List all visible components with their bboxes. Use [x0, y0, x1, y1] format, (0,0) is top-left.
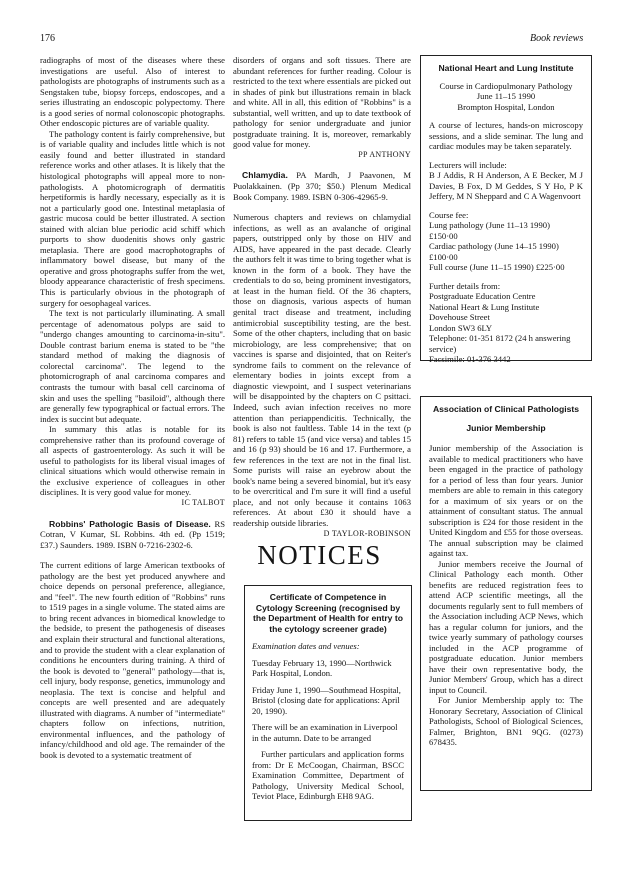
review-heading: [40, 519, 225, 551]
membership-subtitle: Junior Membership: [466, 422, 546, 433]
course-fee-label: Course fee:: [429, 209, 469, 220]
review2-paragraph: The current editions of large American textbooks of pathology are the best yet produced anywhere and choice depends on personal preference, allegiance, and "feel". The new fourth edition of "Robbins" runs to 1519 pages in a single volume. The stated aims are to bring recent advances in biomedical knowledge to the bedside, to present the pathogenesis of diseases and explain their structural and functional alterations, and to provide the student with a clear explanation of conditions he encounters during training. A third of the book is devoted to "general" pathology—that is, cell injury, body response, genetics, immunology and neoplasia. The text is concise and helpful and concepts are well presented and are adequately illustrated with diagrams. A number of "intermediate" chapters follow on infections, nutrition, environmental influences, and the pathology of infancy/childhood and old age. The remainder of the book is devoted to a systematic treatment of: [40, 560, 225, 760]
page-number: 176: [40, 33, 55, 44]
lecturers-list: B J Addis, R H Anderson, A E Becker, M J Davies, B Fox, D M Geddes, S Y Ho, P K Jeffery, M N Sheppard and C A Wagenvoort: [429, 170, 583, 201]
review1-paragraph: radiographs of most of the diseases where these investigations are useful. Also of interest to pathologists are photographs of instruments such as a Sengstaken tube, biopsy forceps, endoscopes, and a series illustrating an endoscopic polypectomy. There is a good series of normal colonoscopic photographs. Other endoscopic pictures are of variable quality.: [40, 55, 225, 129]
review3-paragraph: Numerous chapters and reviews on chlamydial infections, as well as an avalanche of original papers, outstripped only by those on HIV and AIDS, have appeared in the past decade. Clearly the authors felt it was time to bring together what is known in the form of a book. They have the credentials to do so, being prominent investigators, at least in the human field. Of the 36 chapters, those on diagnosis, various aspects of human genital tract disease and treatment, including antimicrobial susceptibility testing, are the best. Some of the other chapters, including that on basic microbiology, are less comprehensive; that on vaccines is sparse and disjointed, that on Reiter's syndrome fails to comment on the relevance of elementary bodies in joints except from a diagnostic viewpoint, and I suspect veterinarians will be disappointed by the chapters on C psittaci. Indeed, such avian infection receives no more attention than periappendicitis. Technically, the book is also not faultless. Table 14 in the text (p 81) refers to table 15 (and vice versa) and tables 15 and 16 (p 93) should be 16 and 17. Furthermore, a few references in the text are not in the final list. Some purists will raise an eyebrow about the book's name being a severed binomial, but it's easy to be overcritical and I'm sure it will find a useful place, and not only because it contains 1063 references. At about £30 it should have a readership outside libraries.: [233, 212, 411, 528]
lecturers-label: Lecturers will include:: [429, 159, 507, 170]
fee-cardiac: Cardiac pathology (June 14–15 1990): [429, 241, 559, 251]
review1-paragraph: In summary this atlas is notable for its comprehensive rather than its profound coverage of all aspects of gastroenterology. As such it will be useful to pathologists for its liberal visual images of clinical situations which would otherwise remain in the exclusive experience of colleagues in other disciplines. It is very good value for money.: [40, 424, 225, 498]
notices-heading: NOTICES: [257, 540, 382, 570]
review2-paragraph: disorders of organs and soft tissues. There are abundant references for further reading. Colour is restricted to the text where essentials are picked out in shades of pink but illustrations remain in black and white. All in all, this edition of "Robbins" is a substantial, well written, and up to date textbook of pathology for senior undergraduate and junior postgraduate training. It is, moreover, remarkably good value for money.: [233, 55, 411, 150]
course-title: Course in Cardiopulmonary Pathology: [439, 80, 573, 91]
course-dates: June 11–15 1990: [476, 91, 536, 101]
fee-lung-amount: £150·00: [429, 230, 458, 241]
exam-dates-label: Examination dates and venues:: [252, 641, 360, 651]
review-title: Chlamydia.: [242, 170, 288, 181]
membership-paragraph: Junior members receive the Journal of Clinical Pathology each month. Other benefits are reduced registration fees to attend ACP scientific meetings, all the documents regularly sent to full members of the Association including ACP News, which has a regular column for juniors, and the twice yearly summary of pathology courses included in the ACP programme of postgraduate education. Junior members have their own representative body, the Junior Members' Group, which has a direct input to Council.: [429, 558, 583, 695]
fee-cardiac-amount: £100·00: [429, 251, 458, 262]
review-bibliographic-info: RS Cotran, V Kumar, SL Robbins. 4th ed. (Pp 1519; £37.) Saunders. 1989. ISBN 0-7216-2302-6.: [40, 518, 225, 550]
nhli-course-box: [420, 55, 592, 364]
membership-paragraph: For Junior Membership apply to: The Honorary Secretary, Association of Clinical Pathologists, School of Biological Sciences, Falmer, Brighton, BN1 9QG. (0273) 678435.: [429, 695, 583, 747]
course-venue: Brompton Hospital, London: [457, 101, 555, 112]
exam-venue: There will be an examination in Liverpool in the autumn. Date to be arranged: [252, 722, 398, 743]
course-description: A course of lectures, hands-on microscopy sessions, and a slide seminar. The lung and cardiac modules may be taken separately.: [429, 120, 583, 151]
exam-venue: Tuesday February 13, 1990—Northwick Park Hospital, London.: [252, 657, 392, 678]
reviewer-signature: D TAYLOR-ROBINSON: [323, 528, 411, 538]
address-line: Dovehouse Street: [429, 312, 490, 322]
address-line: National Heart & Lung Institute: [429, 301, 540, 312]
column-1: [40, 55, 225, 761]
acp-membership-box: [420, 396, 592, 791]
notice-title: Certificate of Competence in Cytology Screening (recognised by the Department of Health for entry to the cytology screener grade): [253, 592, 403, 634]
further-particulars: Further particulars and application forms from: Dr E McCoogan, Chairman, BSCC Examination Committee, Department of Pathology, University Medical School, Teviot Place, Edinburgh EH8 9AG.: [252, 749, 404, 801]
exam-venue: Friday June 1, 1990—Southmead Hospital, Bristol (closing date for applications: April 20, 1990).: [252, 684, 401, 716]
telephone: Telephone: 01-351 8172 (24 h answering service): [429, 333, 571, 354]
association-title: Association of Clinical Pathologists: [432, 404, 580, 414]
institute-title: National Heart and Lung Institute: [438, 63, 574, 73]
facsimile: Facsimile: 01-376 3442: [429, 354, 511, 364]
details-label: Further details from:: [429, 280, 501, 291]
address-line: Postgraduate Education Centre: [429, 291, 536, 301]
review-bibliographic-info: PA Mardh, J Paavonen, M Puolakkainen. (Pp 370; $50.) Plenum Medical Book Company. 1989. ISBN 0-306-42965-9.: [233, 170, 412, 202]
review-heading: [233, 170, 411, 202]
reviewer-signature: IC TALBOT: [181, 497, 225, 507]
section-title: Book reviews: [530, 33, 584, 44]
membership-paragraph: Junior membership of the Association is available to medical practitioners who have been engaged in the practice of pathology for a period of less than four years. Junior members are able to remain in this category for a maximum of six years or on the attainment of consultant status. The annual subscription is £24 for those resident in the United Kingdom and £55 for those overseas. The annual subscription may be claimed against tax.: [429, 443, 583, 558]
address-line: London SW3 6LY: [429, 322, 493, 333]
column-2: [233, 55, 411, 539]
review-title: Robbins' Pathologic Basis of Disease.: [49, 518, 211, 529]
review1-paragraph: The pathology content is fairly comprehensive, but is of variable quality and includes little which is not easily found and better illustrated in standard reference works and other atlases. It is likely that the histological photographs will appeal more to non-pathologists. A photomicrograph of dermatitis herpetiformis is hardly necessary, especially as it is not a particularly good one. Intestinal metaplasia of gastric mucosa could be better illustrated. A section stained with alcian blue periodic acid schiff which purports to show duodenitis shows only gastric metaplasia. There are good macrophotographs of inflammatory bowel disease, but many of the operative and gross photographs suffer from the wet, bloody appearance characteristic of fresh specimens. This is particularly obvious in the photograph of surgery for oesophageal varices.: [40, 128, 225, 308]
fee-full: Full course (June 11–15 1990) £225·00: [429, 262, 565, 272]
fee-lung: Lung pathology (June 11–13 1990): [429, 220, 550, 230]
review1-paragraph: The text is not particularly illuminating. A small percentage of adenomatous polyps are said to "undergo changes amounting to carcinoma-in-situ". Double contrast barium enema is stated to be "the standard method of making the diagnosis of colorectal carcinoma". The legend to the photomicrograph of anal carcinoma compares and contrasts the tumour with basal cell carcinoma of skin and uses the spelling "basiloid", although there are generally few typographical or factual errors. The index is succint but adequate.: [40, 308, 225, 424]
cytology-notice-box: [244, 585, 412, 821]
reviewer-signature: PP ANTHONY: [358, 149, 411, 159]
